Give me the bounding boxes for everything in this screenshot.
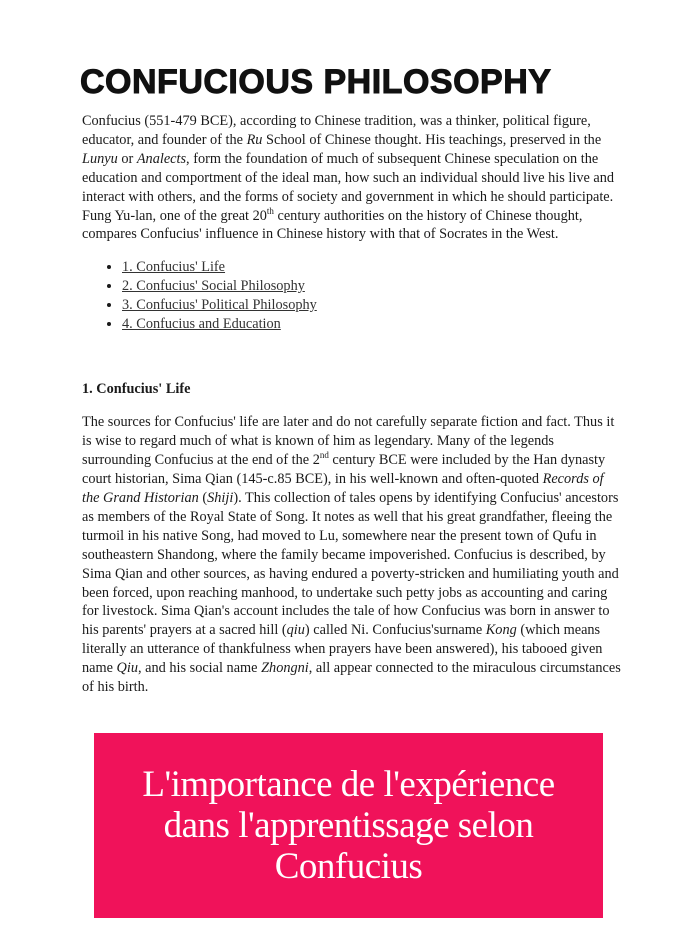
body-text: ). This collection of tales opens by identifying Confucius' ancestors as members of the Royal State of Song. It notes as well that his great grandfather, fleeing the turmoil in his native Song, had moved to Lu, somewhere near the present town of Qufu in southeastern Shandong, where the family became impoverished. Confucius is described, by Sima Qian and other sources, as having endured a poverty-stricken and humiliating youth and been forced, upon reaching manhood, to undertake such petty jobs as accounting and caring for livestock. Sima Qian's account includes the tale of how Confucius was born in answer to his parents' prayers at a sacred hill ( bbox=[82, 489, 619, 639]
page-title: CONFUCIOUS PHILOSOPHY bbox=[80, 63, 552, 101]
intro-lunyu: Lunyu bbox=[82, 150, 118, 167]
toc-link-1[interactable]: 1. Confucius' Life bbox=[122, 259, 226, 276]
records-title: Records of the Grand Historian bbox=[82, 471, 604, 506]
document-page bbox=[82, 62, 622, 697]
body-text: (which means literally an utterance of thankfulness when prayers have been answered), his tabooed given name bbox=[82, 622, 603, 677]
toc-item bbox=[122, 258, 622, 277]
body-text: ) called Ni. Confucius'surname bbox=[304, 622, 486, 639]
section-1-paragraph bbox=[82, 413, 622, 697]
intro-text: School of Chinese thought. His teachings, preserved in the bbox=[262, 131, 602, 148]
intro-text: Confucius (551-479 BCE), according to Chinese tradition, was a thinker, political figure, educator, and founder of the bbox=[82, 113, 591, 148]
table-of-contents bbox=[82, 258, 622, 334]
title-banner bbox=[94, 733, 603, 918]
body-sup: nd bbox=[319, 450, 329, 461]
intro-analects: Analects bbox=[136, 150, 187, 167]
toc-item bbox=[122, 315, 622, 334]
body-text: century BCE were included by the Han dynasty court historian, Sima Qian (145-c.85 BCE), in his well-known and often-quoted bbox=[82, 452, 606, 488]
body-text: The sources for Confucius' life are later and do not carefully separate fiction and fact. Thus it is wise to regard much of what is known of him as legendary. Many of the legends surrounding Confucius at the end of the 2 bbox=[82, 414, 615, 469]
toc-link-4[interactable]: 4. Confucius and Education bbox=[122, 316, 281, 333]
body-text: , all appear connected to the miraculous circumstances of his birth. bbox=[82, 660, 621, 696]
intro-paragraph bbox=[82, 112, 622, 244]
toc-item bbox=[122, 277, 622, 296]
toc-link-3[interactable]: 3. Confucius' Political Philosophy bbox=[122, 297, 317, 314]
qiu-term: qiu bbox=[286, 622, 305, 639]
zhongni-name: Zhongni bbox=[261, 660, 309, 677]
shiji-term: Shiji bbox=[207, 489, 234, 506]
intro-text: , form the foundation of much of subsequent Chinese speculation on the education and comportment of the ideal man, how such an individual should live his live and interact with others, and the forms of society and government in which he should participate. Fung Yu-lan, one of the great 20 bbox=[82, 150, 615, 224]
kong-term: Kong bbox=[485, 622, 517, 639]
section-heading: 1. Confucius' Life bbox=[82, 381, 191, 398]
intro-text: or bbox=[117, 150, 137, 167]
body-text: , and his social name bbox=[138, 660, 262, 677]
intro-sup: th bbox=[266, 205, 274, 216]
toc-link-2[interactable]: 2. Confucius' Social Philosophy bbox=[122, 278, 305, 295]
toc-item bbox=[122, 296, 622, 315]
body-text: ( bbox=[198, 489, 208, 506]
qiu-name: Qiu bbox=[116, 660, 138, 677]
intro-text: century authorities on the history of Chinese thought, compares Confucius' influence in Chinese history with that of Socrates in the West. bbox=[82, 207, 583, 243]
banner-title: L'importance de l'expérience dans l'apprentissage selon Confucius bbox=[142, 764, 555, 887]
intro-ru: Ru bbox=[246, 131, 263, 148]
